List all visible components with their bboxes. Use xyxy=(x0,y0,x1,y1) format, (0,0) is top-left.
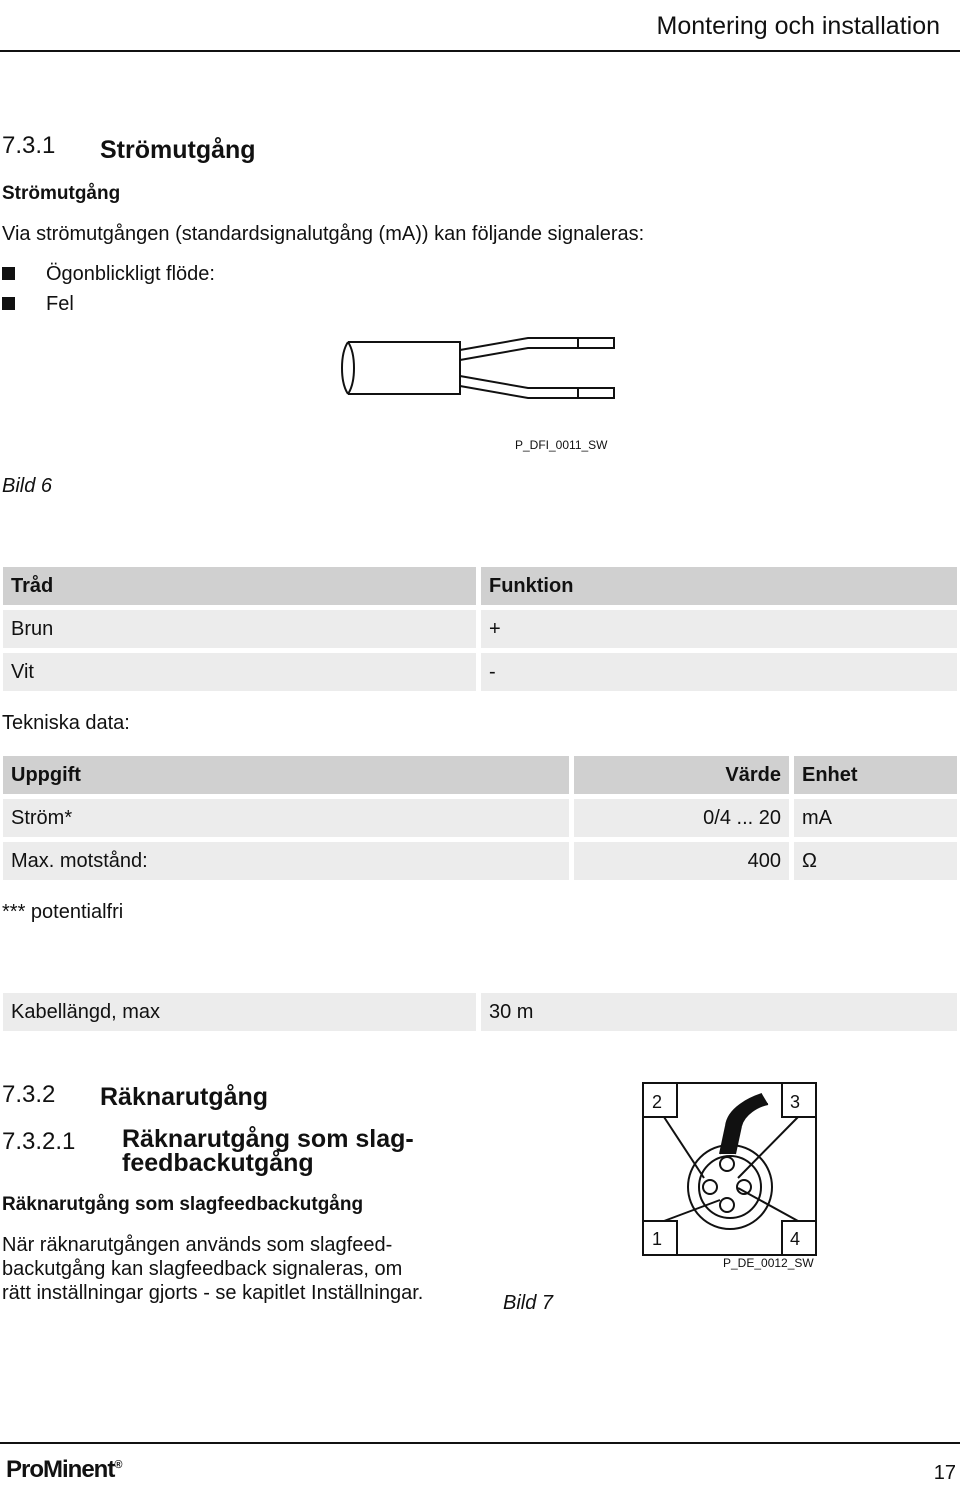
subheading: Strömutgång xyxy=(2,183,121,204)
table-row xyxy=(3,610,957,648)
table-cell: Kabellängd, max xyxy=(3,993,476,1031)
figure-caption: Bild 6 xyxy=(2,475,53,497)
figure-code: P_DE_0012_SW xyxy=(723,1256,814,1270)
body-paragraph xyxy=(2,1233,423,1305)
running-title: Montering och installation xyxy=(656,12,940,40)
table-row xyxy=(3,993,957,1031)
table-cell: - xyxy=(481,653,957,691)
subsection-title-line: Räknarutgång som slag- xyxy=(122,1125,414,1153)
body-line: backutgång kan slagfeedback signaleras, om xyxy=(2,1258,403,1280)
bullet-item: Ögonblickligt flöde: xyxy=(46,263,215,285)
header-rule xyxy=(0,50,960,52)
subsection-number: 7.3.2.1 xyxy=(2,1128,76,1155)
section-title: Strömutgång xyxy=(100,136,256,164)
brand-logo-part: Pro xyxy=(6,1456,44,1483)
section-number: 7.3.2 xyxy=(2,1081,56,1108)
table-cell: mA xyxy=(794,799,957,837)
bullet-marker xyxy=(2,267,15,280)
header-cell: Värde xyxy=(574,756,789,794)
cable-length-table xyxy=(0,988,960,1036)
section-title: Räknarutgång xyxy=(100,1083,269,1111)
table-cell: 0/4 ... 20 xyxy=(574,799,789,837)
subsection-title-line: feedbackutgång xyxy=(122,1149,314,1177)
figure-caption: Bild 7 xyxy=(503,1292,554,1314)
footnote: *** potentialfri xyxy=(2,901,124,923)
table-cell: Max. motstånd: xyxy=(3,842,569,880)
intro-text: Via strömutgången (standardsignalutgång (mA)) kan följande signaleras: xyxy=(2,223,645,245)
footer-rule xyxy=(0,1442,960,1444)
bullet-marker xyxy=(2,297,15,310)
subheading: Räknarutgång som slagfeedbackutgång xyxy=(2,1194,364,1215)
page-number: 17 xyxy=(933,1462,956,1484)
table-cell: Vit xyxy=(3,653,476,691)
header-cell: Tråd xyxy=(3,567,476,605)
table-cell: Ström* xyxy=(3,799,569,837)
subsection-title xyxy=(122,1127,414,1175)
body-line: När räknarutgången används som slagfeed- xyxy=(2,1234,393,1256)
bullet-item: Fel xyxy=(46,293,74,315)
connector-diagram xyxy=(640,1080,822,1258)
wire-table xyxy=(0,562,960,696)
tech-data-label: Tekniska data: xyxy=(2,712,130,734)
table-header-row xyxy=(3,567,957,605)
tech-table xyxy=(0,751,960,885)
table-cell: 400 xyxy=(574,842,789,880)
pin-label: 3 xyxy=(790,1092,801,1112)
header-cell: Funktion xyxy=(481,567,957,605)
table-row xyxy=(3,799,957,837)
table-cell: + xyxy=(481,610,957,648)
pin-label: 4 xyxy=(790,1229,801,1249)
body-line: rätt inställningar gjorts - se kapitlet Inställningar. xyxy=(2,1282,424,1304)
table-cell: 30 m xyxy=(481,993,957,1031)
pin-label: 2 xyxy=(652,1092,663,1112)
table-header-row xyxy=(3,756,957,794)
table-cell: Ω xyxy=(794,842,957,880)
table-cell: Brun xyxy=(3,610,476,648)
section-number: 7.3.1 xyxy=(2,132,56,159)
table-row xyxy=(3,653,957,691)
registered-mark: ® xyxy=(114,1459,122,1471)
brand-logo-part: Minent xyxy=(43,1456,115,1483)
table-row xyxy=(3,842,957,880)
header-cell: Enhet xyxy=(794,756,957,794)
brand-logo xyxy=(6,1456,121,1484)
pin-label: 1 xyxy=(652,1229,663,1249)
cable-drawing xyxy=(330,320,630,415)
header-cell: Uppgift xyxy=(3,756,569,794)
figure-code: P_DFI_0011_SW xyxy=(515,438,608,452)
